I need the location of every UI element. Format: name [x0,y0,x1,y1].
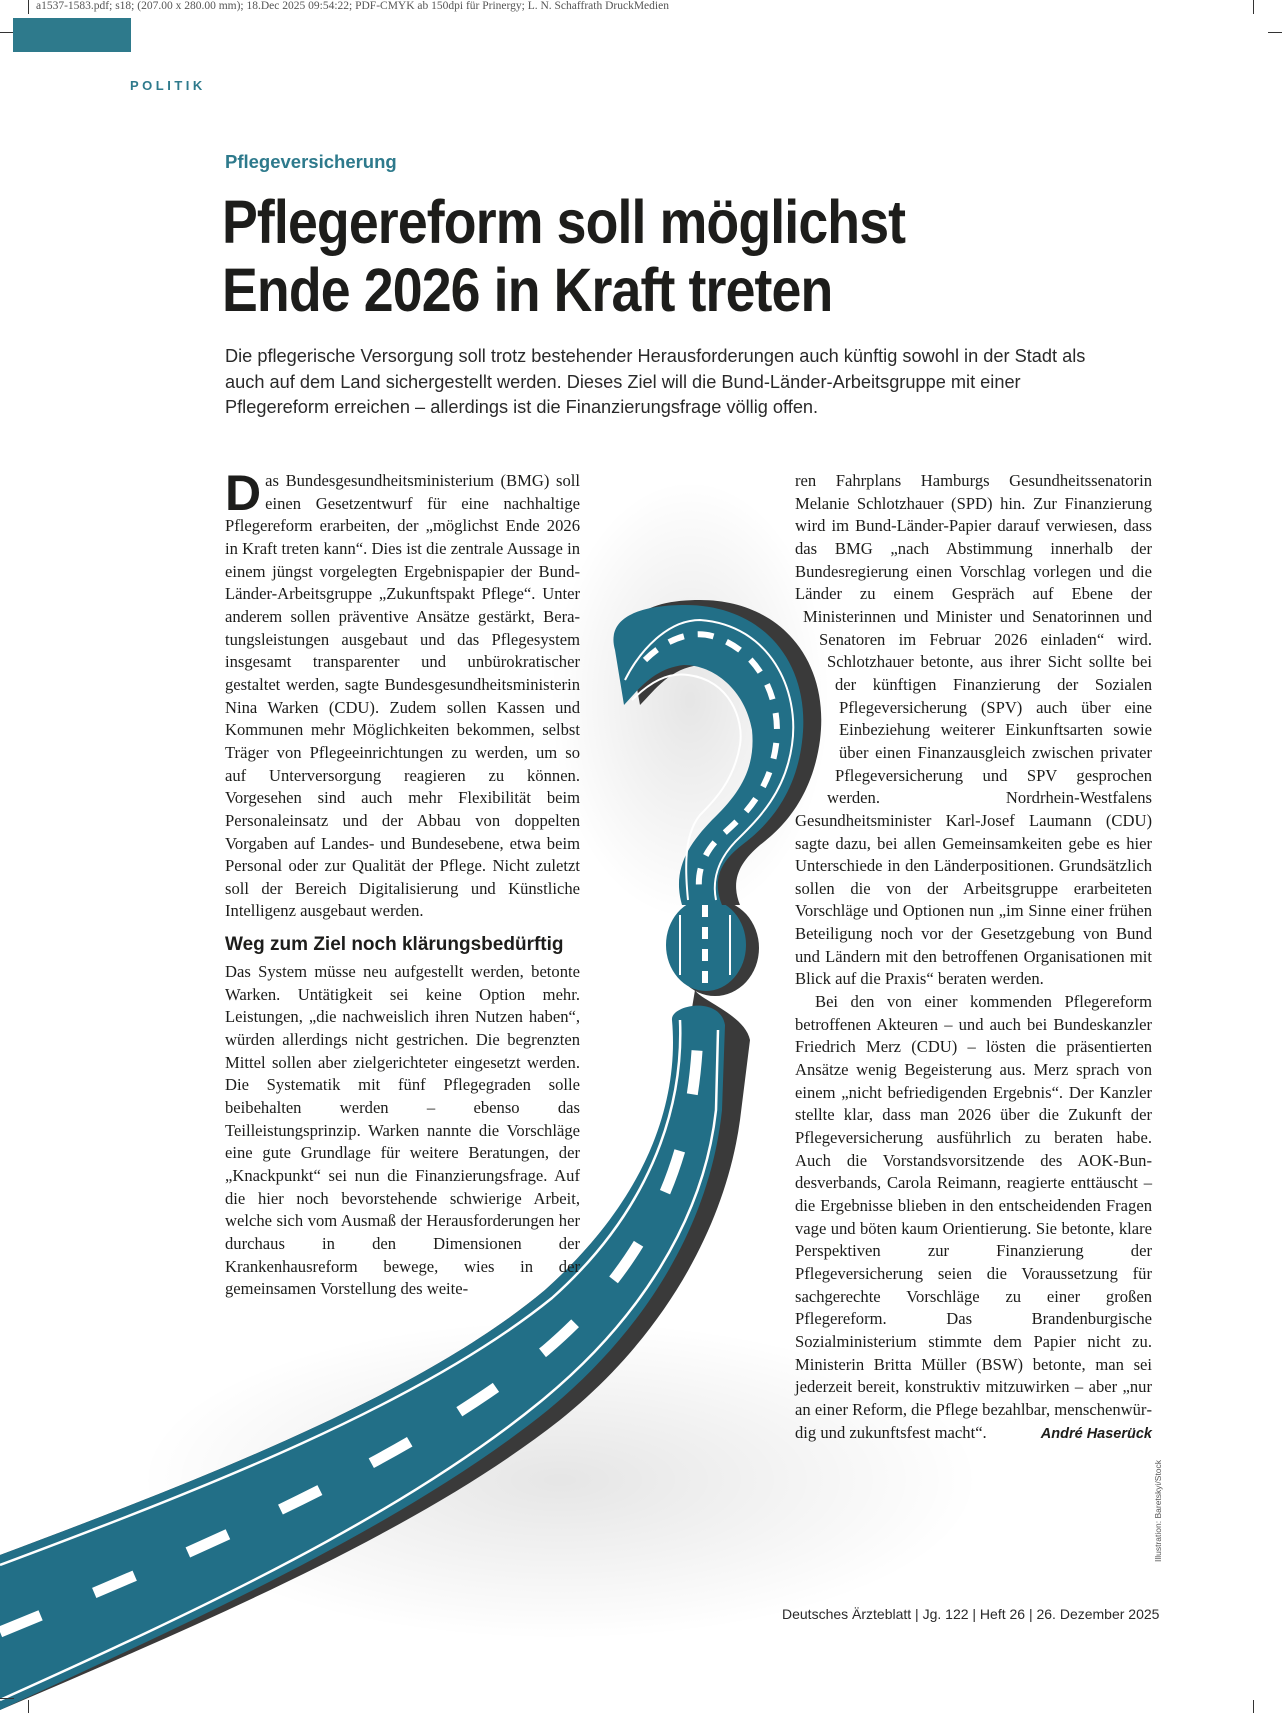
headline-line-1: Pflegereform soll möglichst [222,188,906,256]
body-paragraph [795,991,1152,1444]
author-byline: André Haserück [1040,1425,1152,1442]
wrap-spacer [540,1573,580,1596]
wrap-spacer [560,1550,580,1573]
wrap-spacer [795,719,839,742]
wrap-spacer [795,628,803,651]
article-kicker: Pflegeversicherung [225,151,397,172]
wrap-spacer [520,1595,580,1618]
wrap-spacer [795,696,835,719]
crop-mark [28,0,29,14]
crop-mark [1268,32,1282,33]
article-headline [222,188,1102,324]
body-paragraph-text: Bei den von einer kommenden Pflegereform betroffenen Akteuren – und auch bei Bundeskanzler Friedrich Merz (CDU) – lösten die präsentierten Ansätze wenig Begeisterung aus. Merz sprach von einem „nicht befriedigenden Ergebnis“. Der Kanzler stellte klar, dass man 2026 über die Zukunft der Pflegeversicherung ausführlich zu beraten habe. Auch die Vorstandsvorsitzende des AOK-Bundesverbands, Carola Reimann, reagierte enttäuscht – die Ergebnisse blieben in den entscheidenden Fragen vage und böten kaum Orientierung. Sie betonte, klare Perspektiven zur Finanzierung der Pflegeversicherung seien die Voraussetzung für sachgerechte Vorschläge zu einer großen Pflegereform. Das Brandenburgische Sozialministerium stimmte dem Papier nicht zu. Ministerin Britta Müller (BSW) betonte, man sei jederzeit bereit, konstruktiv mitzuwirken – aber „nur an einer Reform, die Pflege bezahlbar, menschenwürdig und zukunftsfest macht“. [795,992,1152,1442]
page-footer: Deutsches Ärzteblatt | Jg. 122 | Heft 26 | 26. Dezember 2025 [782,1606,1160,1622]
section-label: POLITIK [130,78,206,93]
body-column-left [225,465,580,1686]
crop-mark [0,32,14,33]
wrap-spacer [460,1663,580,1686]
crop-mark [1253,1700,1254,1713]
body-subhead: Weg zum Ziel noch klärungsbedürftig [225,934,564,956]
wrap-spacer [795,742,839,765]
print-slug: a1537-1583.pdf; s18; (207.00 x 280.00 mm); 18.Dec 2025 09:54:22; PDF-CMYK ab 150dpi für Prinergy; L. N. Schaffrath DruckMedien [36,0,669,12]
wrap-spacer [490,1618,580,1641]
wrap-spacer [795,651,819,674]
wrap-spacer [795,787,827,810]
body-paragraph [225,465,580,923]
crop-mark [0,1698,14,1699]
wrap-spacer [795,674,827,697]
section-color-bar [13,18,131,52]
headline-line-2: Ende 2026 in Kraft treten [222,256,833,324]
body-paragraph: ren Fahrplans Hamburgs Gesundheitssenatorin Melanie Schlotzhauer (SPD) hin. Zur Finanzierung wird im Bund-Länder-Papier darauf verwiesen, dass das BMG „nach Abstimmung innerhalb der Bundesregierung einen Vorschlag vorlegen und die Länder zu einem Gespräch auf Ebene der Ministerinnen und Minister und Senatorinnen und Senatoren im Februar 2026 einladen“ wird. Schlotzhauer betonte, aus ihrer Sicht sollte bei der künftigen Finanzierung der Sozialen Pflegeversicherung (SPV) auch über eine Einbeziehung weiterer Einkunftsarten sowie über einen Finanzausgleich zwischen privater Pflegeversicherung und SPV gesprochen werden. Nordrhein-Westfalens Gesundheitsminister Karl-Josef Laumann (CDU) sagte dazu, bei allen Gemeinsamkeiten gebe es hier Unterschiede in den Länderpositionen. Grundsätzlich sollen die von der Arbeitsgruppe erarbeiteten Vorschläge und Optionen nun „im Sinne einer frühen Beteiligung noch vor der Gesetzgebung von Bund und Ländern mit den betroffenen Organisationen mit Blick auf die Praxis“ beraten werden. [795,471,1152,989]
body-column-right [795,470,1152,1445]
drop-cap: D [225,465,262,521]
wrap-spacer [470,1641,580,1664]
illustration-credit: Illustration: Baretskyi/Stock [1153,1459,1163,1562]
wrap-spacer [795,764,835,787]
crop-mark [28,1700,29,1713]
article-lead: Die pflegerische Versorgung soll trotz bestehender Herausforderungen auch künftig sowohl in der Stadt als auch auf dem Land sichergestellt werden. Dieses Ziel will die Bund-Länder-Arbeitsgruppe mit einer Pflegereform erreichen – allerdings ist die Finanzierungsfrage völlig offen. [225,346,1086,417]
body-paragraph-text: as Bundesgesundheitsministerium (BMG) soll einen Gesetzentwurf für eine nachhaltige Pflegereform erarbeiten, der „möglichst Ende 2026 in Kraft treten kann“. Dies ist die zentrale Aussage in einem jüngst vorgelegten Ergebnispapier der Bund-Länder-Arbeitsgruppe „Zukunftspakt Pflege“. Unter anderem sollen präventive Ansätze gestärkt, Beratungsleistungen ausgebaut und das Pflegesystem insgesamt transparenter und unbürokratischer gestaltet werden, sagte Bundesgesundheitsministerin Nina Warken (CDU). Zudem sollen Kassen und Kommunen mehr Möglichkeiten bekommen, selbst Träger von Pflegeeinrichtungen zu werden, um so auf Unterversorgung reagieren zu können. Vorgesehen sind auch mehr Flexibilität beim Personaleinsatz und der Abbau von doppelten Vorgaben auf Landes- und Bundesebene, etwa beim Personal oder zur Qualität der Pflege. Nicht zuletzt soll der Bereich Digitalisierung und Künstliche Intelligenz ausgebaut werden. [225,471,580,921]
crop-mark [1253,0,1254,14]
body-paragraph: Das System müsse neu aufgestellt werden, betonte Warken. Untätigkeit sei keine Option mehr. Leistungen, „die nachweislich ihren Nutzen haben“, würden allerdings nicht gestrichen. Die begrenzten Mittel sollen aber zielgerichteter eingesetzt werden. Die Systematik mit fünf Pflegegraden solle beibehalten werden – ebenso das Teilleistungsprinzip. Warken nannte die Vorschläge eine gute Grundlage für weitere Beratungen, der „Knackpunkt“ sei nun die Finanzierungsfrage. Auf die hier noch bevorstehende schwierige Arbeit, welche sich vom Ausmaß der Herausforderungen her durchaus in den Dimensionen der Krankenhausreform bewege, wies in der gemeinsamen Vorstellung des weite- [225,961,580,1301]
